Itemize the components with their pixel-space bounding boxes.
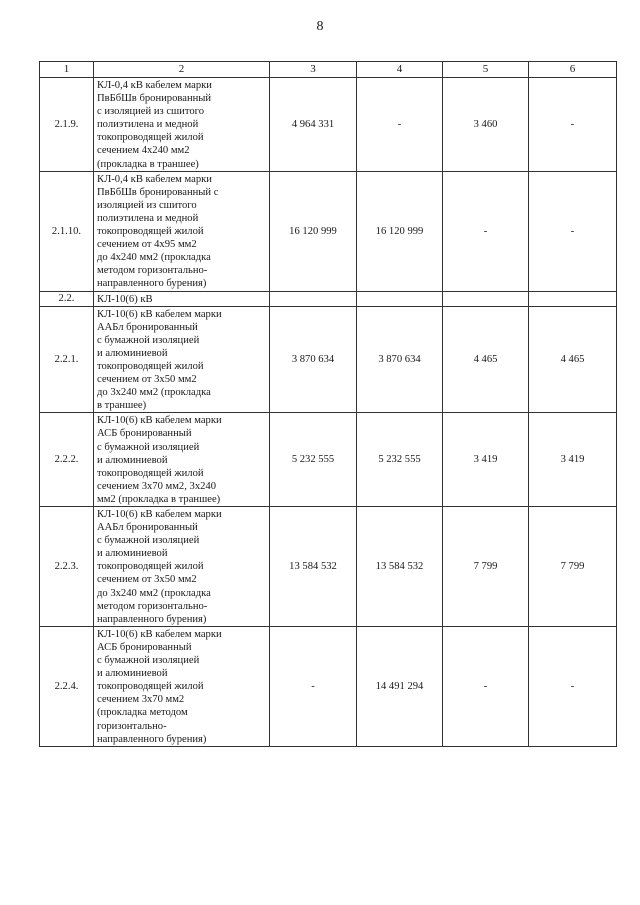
description-line: сечением от 4х95 мм2 bbox=[97, 239, 197, 251]
description-line: и алюминиевой bbox=[97, 548, 168, 560]
description-line: сечением от 3х50 мм2 bbox=[97, 574, 197, 586]
page-number: 8 bbox=[316, 19, 324, 34]
description-line: направленного бурения) bbox=[97, 733, 207, 745]
row-number: 2.1.10. bbox=[40, 171, 94, 291]
description-line: АСБ бронированный bbox=[97, 428, 192, 440]
description-line: ААБл бронированный bbox=[97, 522, 198, 534]
value-cell-c5: - bbox=[443, 626, 529, 746]
description-line: в траншее) bbox=[97, 400, 147, 412]
value-cell-c6: 7 799 bbox=[529, 507, 617, 627]
description-line: с бумажной изоляцией bbox=[97, 535, 200, 547]
row-number: 2.1.9. bbox=[40, 78, 94, 172]
description-line: токопроводящей жилой bbox=[97, 360, 204, 372]
description-line: токопроводящей жилой bbox=[97, 132, 204, 144]
description-line: АСБ бронированный bbox=[97, 641, 192, 653]
description-line: сечением 3х70 мм2, 3х240 bbox=[97, 480, 217, 492]
description-line: КЛ-10(6) кВ кабелем марки bbox=[97, 308, 222, 320]
value-cell-c5: 7 799 bbox=[443, 507, 529, 627]
description-line: методом горизонтально- bbox=[97, 265, 208, 277]
row-description bbox=[94, 171, 270, 291]
value-cell-c5: 3 419 bbox=[443, 413, 529, 507]
row-description bbox=[94, 507, 270, 627]
row-number: 2.2.1. bbox=[40, 306, 94, 413]
value-cell-c6: - bbox=[529, 626, 617, 746]
description-line: и алюминиевой bbox=[97, 668, 168, 680]
row-description bbox=[94, 78, 270, 172]
table-row bbox=[40, 413, 617, 507]
value-cell-c3: 13 584 532 bbox=[270, 507, 357, 627]
row-description bbox=[94, 413, 270, 507]
column-header: 4 bbox=[357, 62, 443, 78]
value-cell-c6: 4 465 bbox=[529, 306, 617, 413]
description-line: с изоляцией из сшитого bbox=[97, 106, 205, 118]
column-header: 5 bbox=[443, 62, 529, 78]
description-line: КЛ-0,4 кВ кабелем марки bbox=[97, 80, 212, 91]
value-cell-c5: 3 460 bbox=[443, 78, 529, 172]
value-cell-c5: 4 465 bbox=[443, 306, 529, 413]
description-line: до 4х240 мм2 (прокладка bbox=[97, 252, 211, 264]
table-row bbox=[40, 507, 617, 627]
row-number: 2.2.3. bbox=[40, 507, 94, 627]
description-line: токопроводящей жилой bbox=[97, 467, 204, 479]
row-description bbox=[94, 626, 270, 746]
value-cell-c3: - bbox=[270, 626, 357, 746]
value-cell-c4: 5 232 555 bbox=[357, 413, 443, 507]
table-row bbox=[40, 78, 617, 172]
value-cell-c4: 3 870 634 bbox=[357, 306, 443, 413]
table-row bbox=[40, 626, 617, 746]
description-line: до 3х240 мм2 (прокладка bbox=[97, 587, 211, 599]
value-cell-c3: 16 120 999 bbox=[270, 171, 357, 291]
table-row bbox=[40, 171, 617, 291]
description-line: полиэтилена и медной bbox=[97, 119, 199, 131]
value-cell-c3: 4 964 331 bbox=[270, 78, 357, 172]
description-line: изоляцией из сшитого bbox=[97, 199, 197, 211]
value-cell-c6 bbox=[529, 291, 617, 306]
description-line: сечением от 3х50 мм2 bbox=[97, 374, 197, 386]
column-header: 2 bbox=[94, 62, 270, 78]
description-line: и алюминиевой bbox=[97, 454, 168, 466]
value-cell-c6: - bbox=[529, 171, 617, 291]
description-line: ААБл бронированный bbox=[97, 321, 198, 333]
tariff-table bbox=[39, 61, 617, 747]
column-header: 1 bbox=[40, 62, 94, 78]
description-line: КЛ-10(6) кВ кабелем марки bbox=[97, 509, 222, 520]
header-row bbox=[40, 62, 617, 78]
description-line: токопроводящей жилой bbox=[97, 561, 204, 573]
description-line: КЛ-10(6) кВ кабелем марки bbox=[97, 415, 222, 427]
value-cell-c3: 5 232 555 bbox=[270, 413, 357, 507]
value-cell-c4: - bbox=[357, 78, 443, 172]
description-line: с бумажной изоляцией bbox=[97, 441, 200, 453]
description-line: и алюминиевой bbox=[97, 347, 168, 359]
value-cell-c4: 14 491 294 bbox=[357, 626, 443, 746]
description-line: ПвБбШв бронированный с bbox=[97, 186, 219, 198]
value-cell-c3: 3 870 634 bbox=[270, 306, 357, 413]
description-line: с бумажной изоляцией bbox=[97, 334, 200, 346]
description-line: (прокладка в траншее) bbox=[97, 158, 199, 170]
value-cell-c4: 13 584 532 bbox=[357, 507, 443, 627]
description-line: КЛ-10(6) кВ кабелем марки bbox=[97, 628, 222, 640]
description-line: направленного бурения) bbox=[97, 278, 207, 290]
value-cell-c3 bbox=[270, 291, 357, 306]
row-description bbox=[94, 291, 270, 306]
value-cell-c5: - bbox=[443, 171, 529, 291]
description-line: до 3х240 мм2 (прокладка bbox=[97, 387, 211, 399]
row-description bbox=[94, 306, 270, 413]
value-cell-c6: - bbox=[529, 78, 617, 172]
value-cell-c6: 3 419 bbox=[529, 413, 617, 507]
table-row bbox=[40, 306, 617, 413]
description-line: (прокладка методом bbox=[97, 707, 188, 719]
description-line: токопроводящей жилой bbox=[97, 226, 204, 238]
column-header: 6 bbox=[529, 62, 617, 78]
table-row bbox=[40, 291, 617, 306]
description-line: полиэтилена и медной bbox=[97, 212, 199, 224]
value-cell-c4 bbox=[357, 291, 443, 306]
description-line: с бумажной изоляцией bbox=[97, 655, 200, 667]
value-cell-c5 bbox=[443, 291, 529, 306]
description-line: сечением 3х70 мм2 bbox=[97, 694, 185, 706]
description-line: мм2 (прокладка в траншее) bbox=[97, 493, 221, 505]
value-cell-c4: 16 120 999 bbox=[357, 171, 443, 291]
description-line: КЛ-0,4 кВ кабелем марки bbox=[97, 173, 212, 185]
row-number: 2.2.2. bbox=[40, 413, 94, 507]
description-line: ПвБбШв бронированный bbox=[97, 93, 212, 105]
description-line: сечением 4х240 мм2 bbox=[97, 145, 190, 157]
description-line: методом горизонтально- bbox=[97, 600, 208, 612]
description-line: направленного бурения) bbox=[97, 613, 207, 625]
description-line: токопроводящей жилой bbox=[97, 681, 204, 693]
column-header: 3 bbox=[270, 62, 357, 78]
row-number: 2.2.4. bbox=[40, 626, 94, 746]
description-line: КЛ-10(6) кВ bbox=[97, 293, 153, 305]
row-number: 2.2. bbox=[40, 291, 94, 306]
description-line: горизонтально- bbox=[97, 720, 167, 732]
